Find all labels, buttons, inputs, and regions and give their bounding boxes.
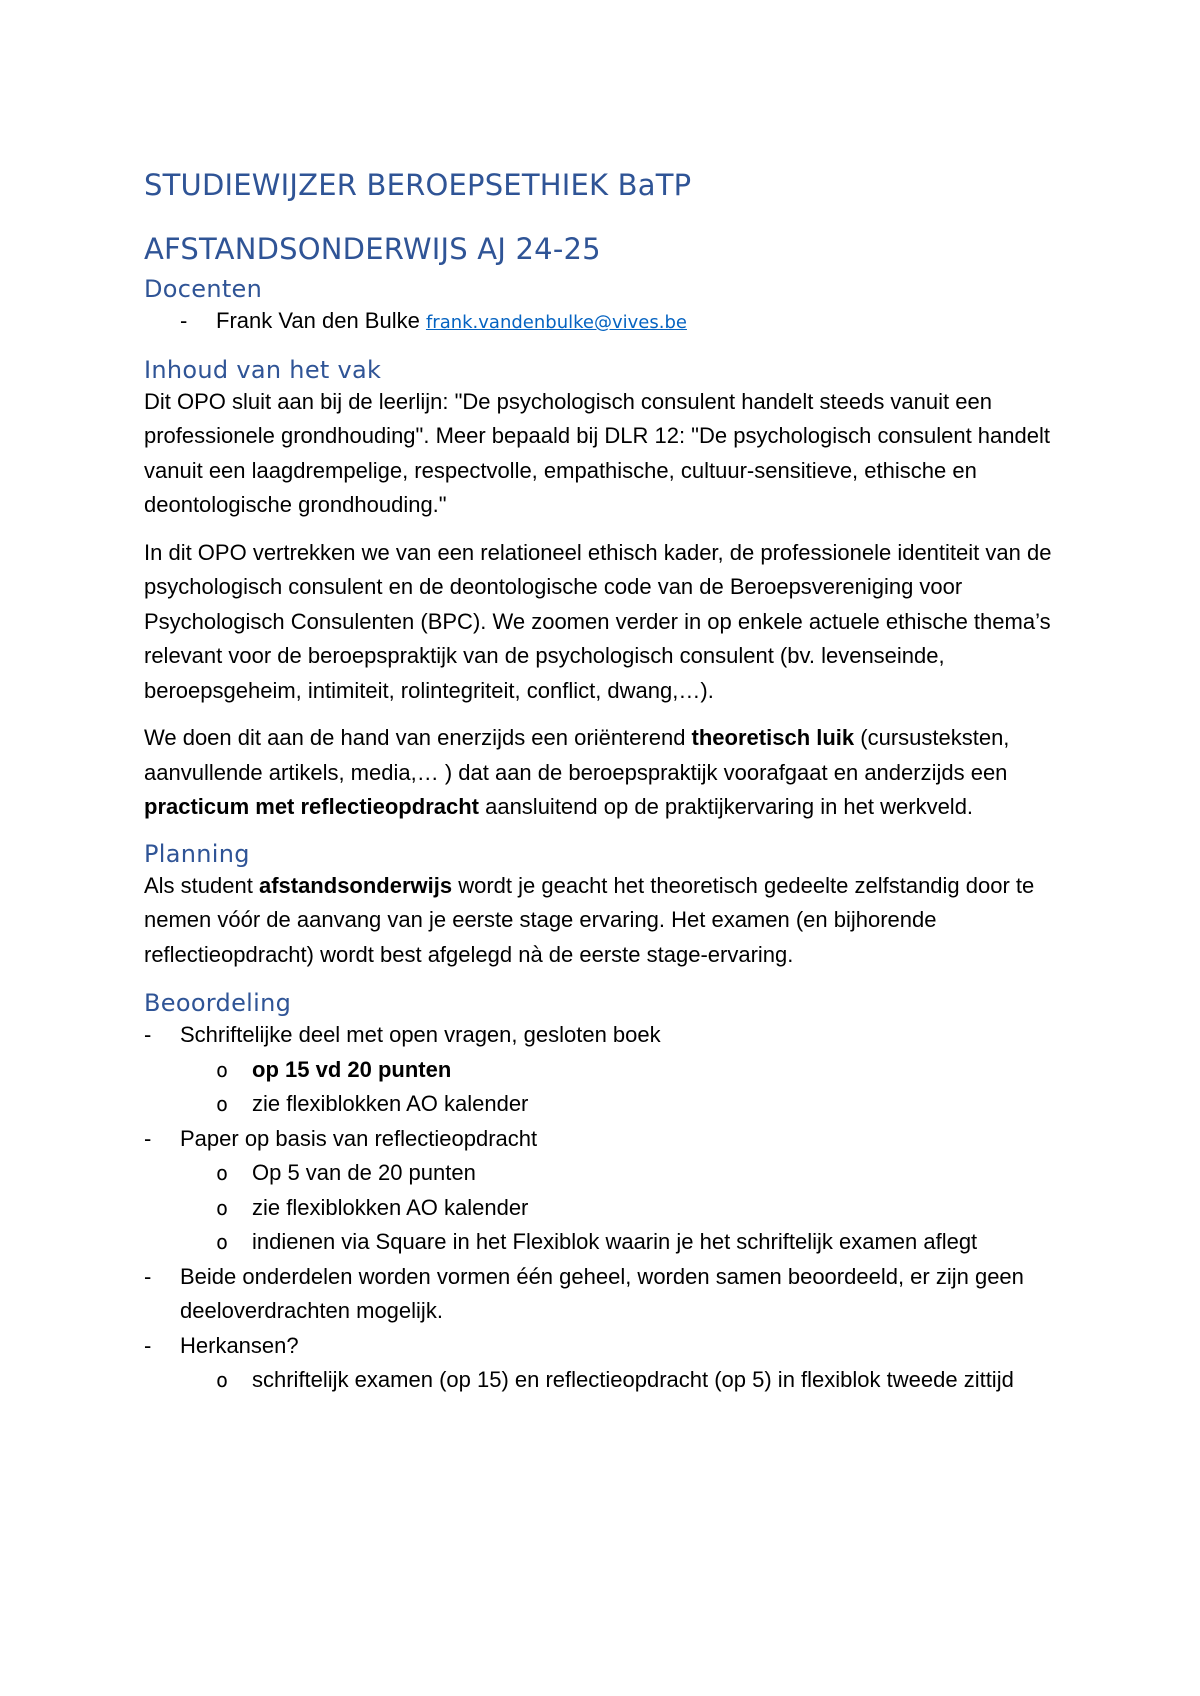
circle-bullet: o (216, 1161, 229, 1185)
heading-beoordeling: Beoordeling (144, 989, 292, 1017)
inhoud-p3-bold-theoretisch: theoretisch luik (691, 725, 855, 750)
beoordeling-item-text: Schriftelijke deel met open vragen, gesloten boek (180, 1022, 661, 1047)
beoordeling-subitem (144, 1087, 1080, 1122)
beoordeling-list (144, 1260, 1080, 1364)
circle-bullet: o (216, 1057, 229, 1082)
inhoud-p3-text: aansluitend op de praktijkervaring in het werkveld. (478, 794, 974, 819)
circle-bullet: o (216, 1230, 229, 1254)
heading-docenten: Docenten (144, 275, 263, 303)
inhoud-paragraph-3 (144, 721, 1080, 825)
beoordeling-item-text: Paper op basis van reflectieopdracht (180, 1125, 538, 1151)
inhoud-p3-bold-practicum: practicum met reflectieopdracht (144, 794, 479, 819)
circle-bullet: o (216, 1195, 229, 1220)
docent-name: Frank Van den Bulke (216, 308, 420, 333)
heading-planning: Planning (144, 839, 250, 868)
beoordeling-item-text: Herkansen? (180, 1332, 299, 1358)
inhoud-p3-text: (cursusteksten, aanvullende artikels, media,… ) dat aan de beroepspraktijk voorafgaat en anderzijds een (144, 725, 1010, 785)
dash-bullet: - (144, 1332, 152, 1358)
circle-bullet: o (216, 1092, 229, 1116)
planning-text: wordt je geacht het theoretisch gedeelte zelfstandig door te nemen vóór de aanvang van je eerste stage ervaring. Het examen (en bijhorende reflectieopdracht) wordt best afgelegd nà de eerste stage-ervaring. (144, 872, 1035, 967)
dash-bullet: - (144, 1022, 152, 1047)
beoordeling-subitem (144, 1363, 1080, 1398)
beoordeling-subitem-text: op (252, 1056, 285, 1082)
planning-paragraph (144, 869, 1080, 973)
beoordeling-subitem-text: indienen via Square in het Flexiblok waarin je het schriftelijk examen aflegt (252, 1229, 978, 1254)
dash-bullet: - (180, 308, 188, 333)
beoordeling-subitem (144, 1225, 1080, 1260)
beoordeling-subitem (144, 1191, 1080, 1226)
docent-email-link[interactable]: frank.vandenbulke@vives.be (425, 312, 687, 333)
beoordeling-subitem-text: zie flexiblokken AO kalender (252, 1194, 529, 1220)
beoordeling-item-text: Beide onderdelen worden vormen één geheel, worden samen beoordeeld, er zijn geen deeloverdrachten mogelijk. (180, 1263, 1024, 1323)
heading-inhoud: Inhoud van het vak (144, 355, 382, 384)
beoordeling-subitem (144, 1156, 1080, 1191)
beoordeling-subitem-text: Op 5 van de 20 punten (252, 1160, 476, 1185)
beoordeling-item (144, 1018, 1080, 1053)
beoordeling-item (144, 1329, 1080, 1364)
beoordeling-sublist (144, 1156, 1080, 1260)
docent-item (144, 304, 1080, 341)
inhoud-p3-text: We doen dit aan de hand van enerzijds een oriënterend (144, 725, 692, 750)
beoordeling-item (144, 1260, 1080, 1329)
planning-text: Als student (144, 872, 259, 898)
dash-bullet: - (144, 1263, 152, 1289)
beoordeling-list (144, 1018, 1080, 1053)
planning-bold-afstandsonderwijs: afstandsonderwijs (258, 872, 453, 898)
beoordeling-subitem-text: zie flexiblokken AO kalender (252, 1091, 529, 1116)
beoordeling-subitem-bold: 15 vd 20 punten (285, 1056, 452, 1082)
beoordeling-sublist (144, 1053, 1080, 1122)
document-title-line-2: AFSTANDSONDERWIJS AJ 24-25 (144, 232, 601, 266)
circle-bullet: o (216, 1368, 229, 1392)
dash-bullet: - (144, 1125, 152, 1151)
beoordeling-item (144, 1122, 1080, 1157)
beoordeling-list (144, 1122, 1080, 1157)
beoordeling-sublist (144, 1363, 1080, 1398)
inhoud-paragraph-2: In dit OPO vertrekken we van een relationeel ethisch kader, de professionele identiteit van de psychologisch consulent en de deontologische code van de Beroepsvereniging voor Psychologisch Consulenten (BPC). We zoomen verder in op enkele actuele ethische thema’s relevant voor de beroepspraktijk van de psychologisch consulent (bv. levenseinde, beroepsgeheim, intimiteit, rolintegriteit, conflict, dwang,…). (144, 539, 1052, 703)
document-title-line-1: STUDIEWIJZER BEROEPSETHIEK BaTP (144, 168, 692, 202)
beoordeling-subitem-text: schriftelijk examen (op 15) en reflectieopdracht (op 5) in flexiblok tweede zittijd (252, 1367, 1014, 1392)
docenten-list (144, 304, 1080, 341)
inhoud-paragraph-1: Dit OPO sluit aan bij de leerlijn: "De psychologisch consulent handelt steeds vanuit een professionele grondhouding". Meer bepaald bij DLR 12: "De psychologisch consulent handelt vanuit een laagdrempelige, respectvolle, empathische, cultuur-sensitieve, ethische en deontologische grondhouding." (144, 388, 1050, 517)
beoordeling-subitem (144, 1053, 1080, 1088)
